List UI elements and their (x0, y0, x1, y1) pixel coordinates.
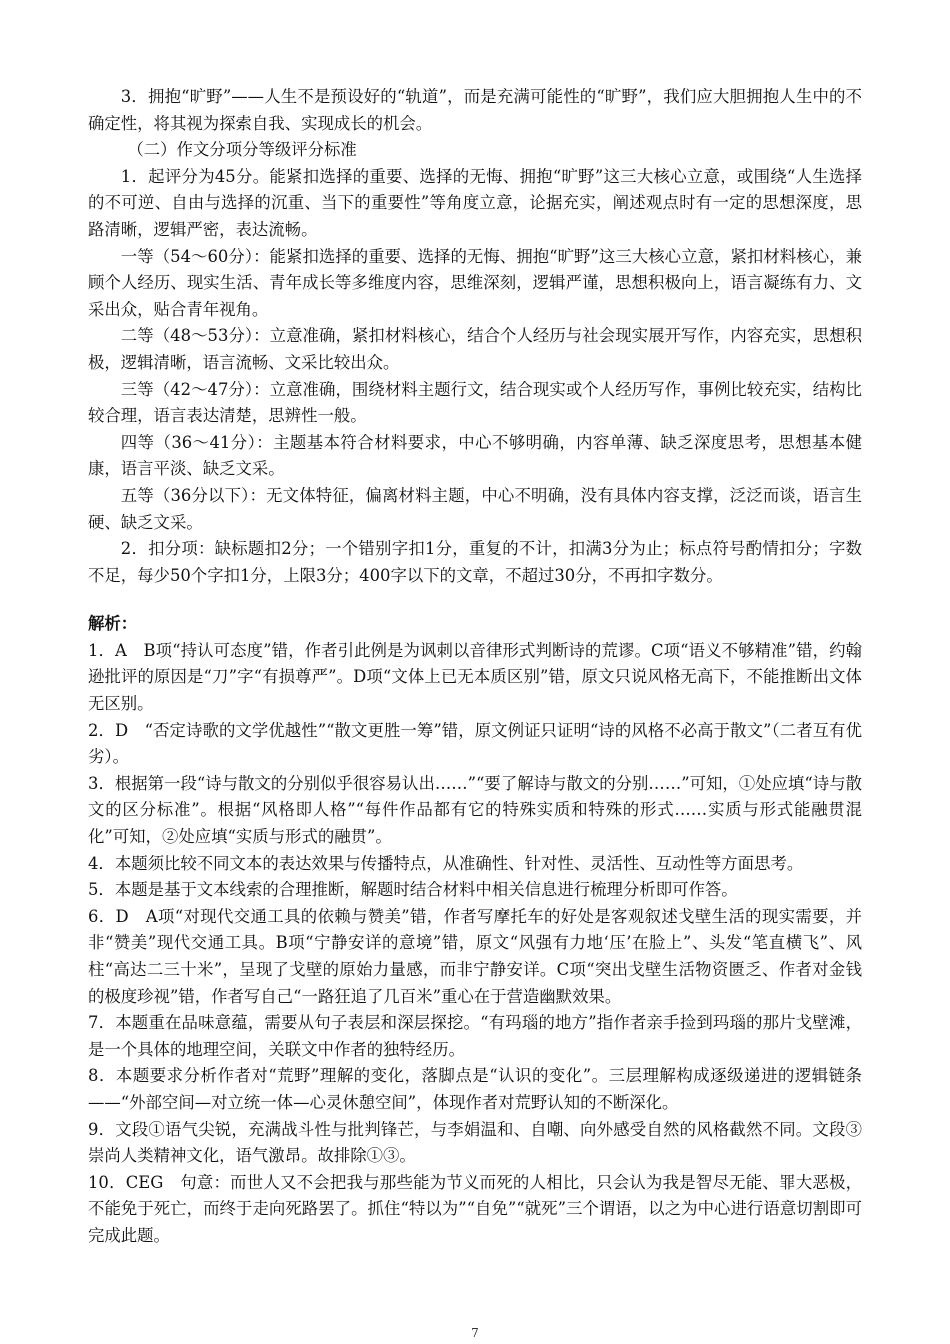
analysis-item-1: 1．A B项“持认可态度”错，作者引此例是为讽刺以音律形式判断诗的荒谬。C项“语义不够精准”错，约翰逊批评的原因是“刀”字“有损尊严”。D项“文体上已无本质区别”错，原文只说风格无高下，不能推断出文体无区别。 (88, 640, 862, 714)
analysis-item-6: 6．D A项“对现代交通工具的依赖与赞美”错，作者写摩托车的好处是客观叙述戈壁生活的现实需要，并非“赞美”现代交通工具。B项“宁静安详的意境”错，原文“风强有力地‘压’在脸上”、头发“笔直横飞”、风柱“高达二三十米”，呈现了戈壁的原始力量感，而非宁静安详。C项“突出戈壁生活物资匮乏、作者对金钱的极度珍视”错，作者写自己“一路狂追了几百米”重心在于营造幽默效果。 (88, 906, 862, 1006)
analysis-label: 解析： (88, 614, 138, 634)
analysis-item-4: 4．本题须比较不同文本的表达效果与传播特点，从准确性、针对性、灵活性、互动性等方面思考。 (88, 853, 804, 873)
section-gap (88, 589, 862, 611)
analysis-item-7: 7．本题重在品味意蕴，需要从句子表层和深层探挖。“有玛瑙的地方”指作者亲手捡到玛瑙的那片戈壁滩，是一个具体的地理空间，关联文中作者的独特经历。 (88, 1013, 862, 1059)
analysis-item-5: 5．本题是基于文本线索的合理推断，解题时结合材料中相关信息进行梳理分析即可作答。 (88, 880, 738, 900)
scoring-rule-1: 1．起评分为45分。能紧扣选择的重要、选择的无悔、拥抱“旷野”这三大核心立意，或围绕“人生选择的不可逆、自由与选择的沉重、当下的重要性”等角度立意，论据充实，阐述观点时有一定的思想深度，思路清晰，逻辑严密，表达流畅。 (88, 166, 862, 239)
scoring-item-3: 3．拥抱“旷野”——人生不是预设好的“轨道”，而是充满可能性的“旷野”，我们应大胆拥抱人生中的不确定性，将其视为探索自我、实现成长的机会。 (88, 87, 862, 133)
section-title: （二）作文分项分等级评分标准 (127, 140, 357, 160)
grade-fifth: 五等（36分以下）：无文体特征，偏离材料主题，中心不明确，没有具体内容支撑，泛泛而谈，语言生硬、缺乏文采。 (88, 485, 862, 532)
grade-fourth: 四等（36～41分）：主题基本符合材料要求，中心不够明确，内容单薄、缺乏深度思考，思想基本健康，语言平淡、缺乏文采。 (88, 432, 862, 479)
grade-first: 一等（54～60分）：能紧扣选择的重要、选择的无悔、拥抱“旷野”这三大核心立意，紧扣材料核心，兼顾个人经历、现实生活、青年成长等多维度内容，思维深刻，逻辑严谨，思想积极向上，语言凝练有力、文采出众，贴合青年视角。 (88, 246, 862, 319)
scoring-rule-2: 2．扣分项：缺标题扣2分；一个错别字扣1分，重复的不计，扣满3分为止；标点符号酌情扣分；字数不足，每少50个字扣1分，上限3分；400字以下的文章，不超过30分，不再扣字数分。 (88, 539, 862, 585)
analysis-item-10: 10．CEG 句意：而世人又不会把我与那些能为节义而死的人相比，只会认为我是智尽无能、罪大恶极，不能免于死亡，而终于走向死路罢了。抓住“特以为”“自免”“就死”三个谓语，以之为中心进行语意切割即可完成此题。 (88, 1172, 862, 1245)
grade-second: 二等（48～53分）：立意准确，紧扣材料核心，结合个人经历与社会现实展开写作，内容充实，思想积极，逻辑清晰，语言流畅、文采比较出众。 (88, 326, 862, 372)
document-page (88, 84, 862, 1250)
page-number: 7 (471, 1326, 479, 1340)
grade-third: 三等（42～47分）：立意准确，围绕材料主题行文，结合现实或个人经历写作，事例比较充实，结构比较合理，语言表达清楚，思辨性一般。 (88, 379, 862, 426)
analysis-item-3: 3．根据第一段“诗与散文的分别似乎很容易认出……”“要了解诗与散文的分别……”可知，①处应填“诗与散文的区分标准”。根据“风格即人格”“每件作品都有它的特殊实质和特殊的形式……实质与形式能融贯混化”可知，②处应填“实质与形式的融贯”。 (88, 773, 862, 847)
analysis-item-8: 8．本题要求分析作者对“荒野”理解的变化，落脚点是“认识的变化”。三层理解构成逐级递进的逻辑链条——“外部空间—对立统一体—心灵休憩空间”，体现作者对荒野认知的不断深化。 (88, 1066, 862, 1112)
analysis-item-2: 2．D “否定诗歌的文学优越性”“散文更胜一筹”错，原文例证只证明“诗的风格不必高于散文”（二者互有优劣）。 (88, 720, 862, 767)
analysis-item-9: 9．文段①语气尖锐，充满战斗性与批判锋芒，与李娟温和、自嘲、向外感受自然的风格截然不同。文段③崇尚人类精神文化，语气激昂。故排除①③。 (88, 1119, 862, 1166)
